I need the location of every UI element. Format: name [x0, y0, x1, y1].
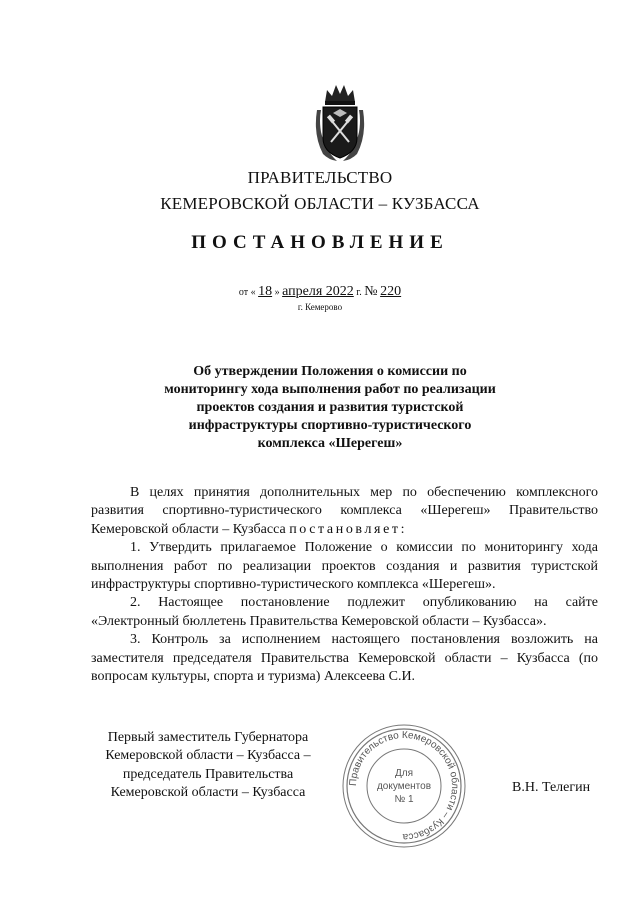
signer-position: [88, 729, 328, 803]
date-day: 18: [258, 284, 273, 299]
number-prefix: №: [364, 284, 378, 299]
stamp-line1: Для: [394, 768, 414, 779]
date-prefix: от «: [238, 287, 256, 298]
signer-name: В.Н. Телегин: [512, 780, 591, 795]
document-type-heading: ПОСТАНОВЛЕНИЕ: [191, 232, 449, 253]
preamble-resolves: постановляет:: [289, 521, 408, 537]
date-quote-close: »: [274, 287, 280, 298]
city-label: г. Кемерово: [297, 302, 343, 312]
stamp-line3: № 1: [394, 794, 414, 805]
paragraph-item-2: 2. Настоящее постановление подлежит опубликованию на сайте «Электронный бюллетень Правительства Кемеровской области – Кузбасса».: [91, 595, 598, 629]
document-number: 220: [380, 284, 402, 299]
paragraph-item-1: 1. Утвердить прилагаемое Положение о комиссии по мониторингу хода выполнения работ по реализации проектов создания и развития туристской инфраструктуры спортивно-туристического комплекса «Шерегеш».: [91, 540, 598, 593]
document-title: Об утверждении Положения о комиссии по мониторингу хода выполнения работ по реализации проектов создания и развития туристской инфраструктуры спортивно-туристического комплекса «Шерегеш»: [164, 364, 496, 451]
preamble-text: В целях принятия дополнительных мер по обеспечению комплексного развития спортивно-туристического комплекса «Шерегеш» Правительство Кемеровской области – Кузбасса: [91, 485, 598, 537]
date-month-year: апреля 2022: [282, 284, 354, 299]
signer-line3: председатель Правительства: [122, 766, 294, 782]
government-name-line1: ПРАВИТЕЛЬСТВО: [247, 168, 393, 187]
coat-of-arms-emblem: [311, 80, 369, 162]
stamp-line2: документов: [376, 781, 432, 792]
paragraph-item-3: 3. Контроль за исполнением настоящего постановления возложить на заместителя председателя Правительства Кемеровской области – Кузбасса (по вопросам культуры, спорта и туризма) Алексеева С.И.: [91, 632, 598, 685]
signer-line2: Кемеровской области – Кузбасса –: [105, 748, 311, 764]
government-name-line2: КЕМЕРОВСКОЙ ОБЛАСТИ – КУЗБАССА: [160, 194, 480, 213]
official-stamp: [340, 722, 468, 850]
paragraph-preamble: [91, 484, 598, 539]
signer-line1: Первый заместитель Губернатора: [107, 730, 309, 745]
date-number-line: [0, 284, 640, 300]
stamp-ring-text: Правительство Кемеровской области – Кузбасса: [347, 729, 461, 843]
document-body: [91, 484, 598, 686]
date-year-suffix: г.: [356, 287, 362, 298]
signer-line4: Кемеровской области – Кузбасса: [110, 785, 306, 801]
